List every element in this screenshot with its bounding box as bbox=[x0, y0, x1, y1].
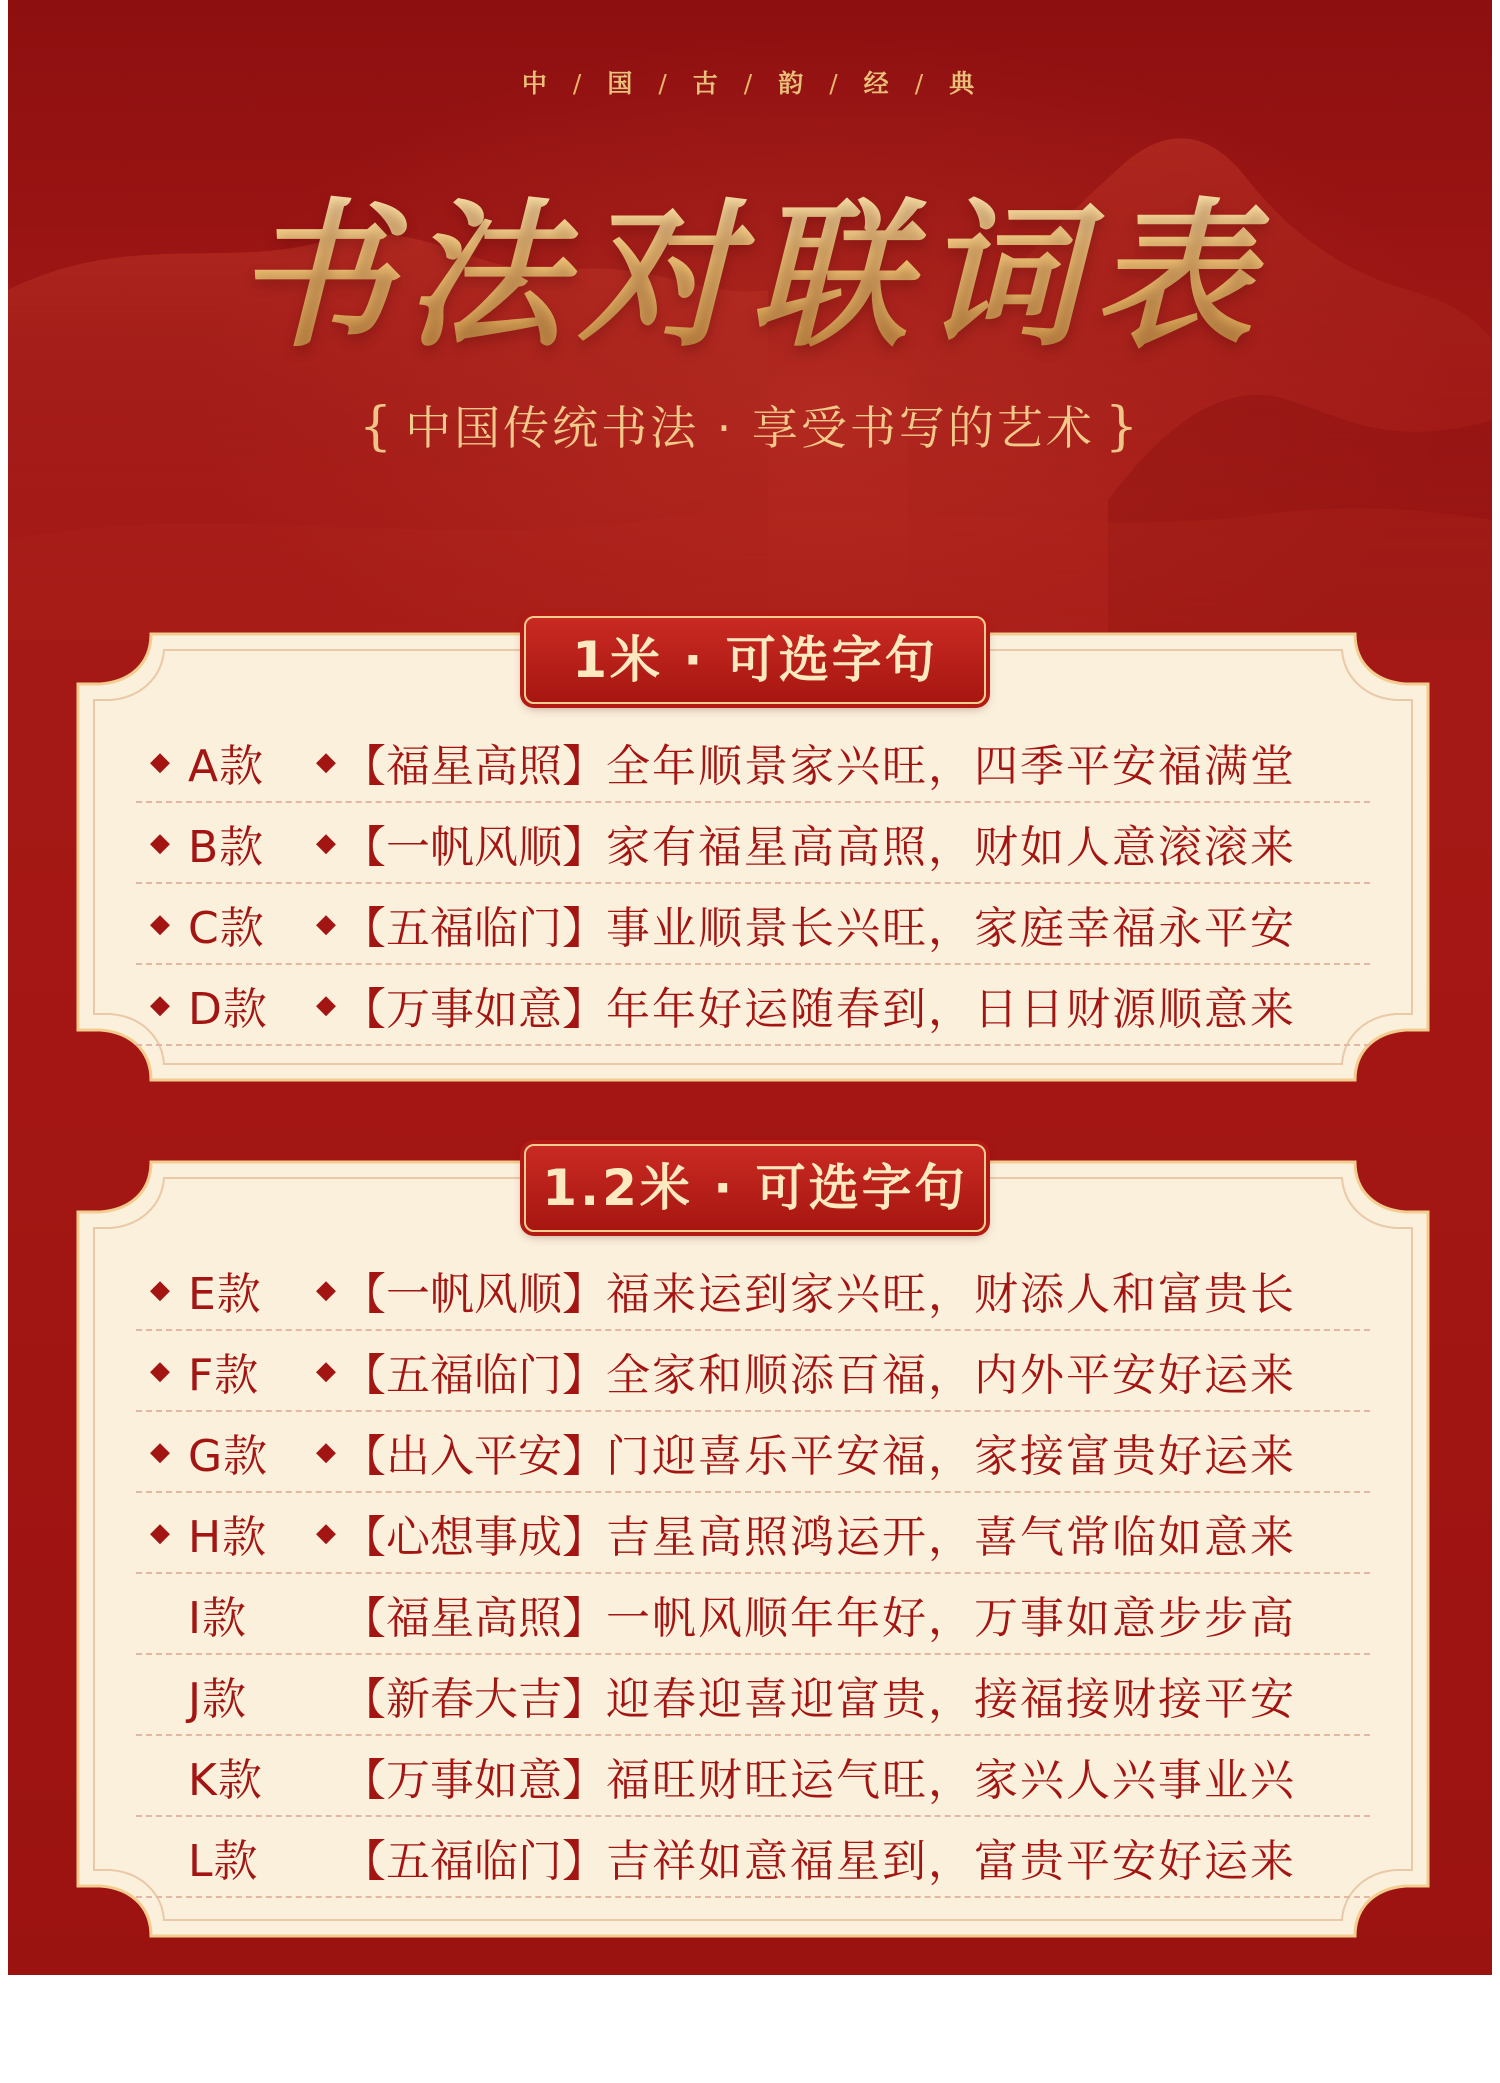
bullet-icon: ◆ bbox=[316, 908, 337, 939]
list-item bbox=[136, 1250, 1370, 1331]
bullet-icon: ◆ bbox=[316, 746, 337, 777]
list-item bbox=[136, 1493, 1370, 1574]
item-verse: 一帆风顺年年好，万事如意步步高 bbox=[606, 1592, 1296, 1644]
tagline-separator: / bbox=[572, 69, 586, 98]
bullet-icon: ◆ bbox=[316, 1436, 337, 1467]
item-name: 【福星高照】 bbox=[342, 740, 606, 792]
tagline-char: 国 bbox=[607, 69, 637, 98]
tagline-char: 经 bbox=[863, 69, 893, 98]
bullet-icon: ◆ bbox=[150, 1517, 171, 1548]
bullet-icon: ◆ bbox=[150, 908, 171, 939]
section-badge: 1.2米 · 可选字句 bbox=[524, 1144, 986, 1232]
item-verse: 家有福星高高照，财如人意滚滚来 bbox=[606, 821, 1296, 873]
list-item bbox=[136, 803, 1370, 884]
item-code: B款 bbox=[188, 821, 265, 873]
top-tagline bbox=[8, 64, 1492, 100]
subtitle-text: 中国传统书法 · 享受书写的艺术 bbox=[405, 401, 1095, 455]
tagline-char: 中 bbox=[521, 69, 551, 98]
poster-background bbox=[8, 0, 1492, 1975]
list-item bbox=[136, 884, 1370, 965]
item-verse: 年年好运随春到，日日财源顺意来 bbox=[606, 983, 1296, 1035]
item-code: A款 bbox=[188, 740, 265, 792]
item-code: H款 bbox=[188, 1511, 268, 1563]
item-code: I款 bbox=[188, 1592, 247, 1644]
bullet-icon: ◆ bbox=[316, 989, 337, 1020]
subtitle-open-brace: { bbox=[358, 397, 396, 457]
subtitle-close-brace: } bbox=[1104, 397, 1142, 457]
item-verse: 事业顺景长兴旺，家庭幸福永平安 bbox=[606, 902, 1296, 954]
tagline-separator: / bbox=[743, 69, 757, 98]
item-code: E款 bbox=[188, 1268, 262, 1320]
item-verse: 福来运到家兴旺，财添人和富贵长 bbox=[606, 1268, 1296, 1320]
item-code: J款 bbox=[188, 1673, 247, 1725]
list-item bbox=[136, 1655, 1370, 1736]
list-item bbox=[136, 1574, 1370, 1655]
verse-list bbox=[136, 722, 1370, 1046]
bullet-icon: ◆ bbox=[150, 1274, 171, 1305]
list-item bbox=[136, 1331, 1370, 1412]
tagline-separator: / bbox=[914, 69, 928, 98]
bullet-icon: ◆ bbox=[150, 1436, 171, 1467]
section-badge: 1米 · 可选字句 bbox=[524, 616, 986, 704]
bullet-icon: ◆ bbox=[150, 746, 171, 777]
item-name: 【万事如意】 bbox=[342, 983, 606, 1035]
bullet-icon: ◆ bbox=[316, 1274, 337, 1305]
bullet-icon: ◆ bbox=[150, 1355, 171, 1386]
verse-list bbox=[136, 1250, 1370, 1898]
item-name: 【一帆风顺】 bbox=[342, 1268, 606, 1320]
bullet-icon: ◆ bbox=[150, 827, 171, 858]
page-title: 书法对联词表 bbox=[8, 150, 1492, 377]
list-item bbox=[136, 722, 1370, 803]
item-name: 【新春大吉】 bbox=[342, 1673, 606, 1725]
item-name: 【出入平安】 bbox=[342, 1430, 606, 1482]
item-name: 【心想事成】 bbox=[342, 1511, 606, 1563]
item-name: 【五福临门】 bbox=[342, 1349, 606, 1401]
bullet-icon: ◆ bbox=[316, 1517, 337, 1548]
item-name: 【万事如意】 bbox=[342, 1754, 606, 1806]
bullet-icon: ◆ bbox=[316, 827, 337, 858]
item-verse: 全家和顺添百福，内外平安好运来 bbox=[606, 1349, 1296, 1401]
item-name: 【五福临门】 bbox=[342, 1835, 606, 1887]
panel-1m bbox=[56, 612, 1450, 1102]
tagline-char: 典 bbox=[949, 69, 979, 98]
panel-1-2m bbox=[56, 1140, 1450, 1958]
item-verse: 门迎喜乐平安福，家接富贵好运来 bbox=[606, 1430, 1296, 1482]
item-verse: 吉祥如意福星到，富贵平安好运来 bbox=[606, 1835, 1296, 1887]
item-code: G款 bbox=[188, 1430, 269, 1482]
item-verse: 迎春迎喜迎富贵，接福接财接平安 bbox=[606, 1673, 1296, 1725]
item-code: F款 bbox=[188, 1349, 260, 1401]
page-subtitle bbox=[8, 392, 1492, 458]
bullet-icon: ◆ bbox=[316, 1355, 337, 1386]
item-verse: 福旺财旺运气旺，家兴人兴事业兴 bbox=[606, 1754, 1296, 1806]
list-item bbox=[136, 965, 1370, 1046]
tagline-char: 古 bbox=[692, 69, 722, 98]
item-code: C款 bbox=[188, 902, 265, 954]
list-item bbox=[136, 1412, 1370, 1493]
item-code: L款 bbox=[188, 1835, 259, 1887]
item-name: 【福星高照】 bbox=[342, 1592, 606, 1644]
tagline-separator: / bbox=[658, 69, 671, 98]
item-verse: 吉星高照鸿运开，喜气常临如意来 bbox=[606, 1511, 1296, 1563]
tagline-char: 韵 bbox=[778, 69, 808, 98]
tagline-separator: / bbox=[829, 69, 842, 98]
item-code: D款 bbox=[188, 983, 268, 1035]
item-verse: 全年顺景家兴旺，四季平安福满堂 bbox=[606, 740, 1296, 792]
item-name: 【五福临门】 bbox=[342, 902, 606, 954]
item-name: 【一帆风顺】 bbox=[342, 821, 606, 873]
list-item bbox=[136, 1736, 1370, 1817]
item-code: K款 bbox=[188, 1754, 263, 1806]
list-item bbox=[136, 1817, 1370, 1898]
bullet-icon: ◆ bbox=[150, 989, 171, 1020]
